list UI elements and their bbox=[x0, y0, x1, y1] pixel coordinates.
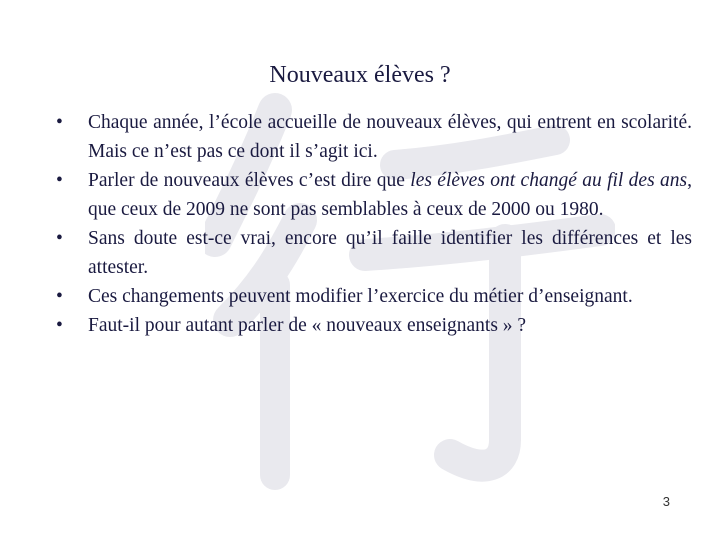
bullet-marker: • bbox=[56, 112, 63, 133]
page-number: 3 bbox=[662, 494, 670, 509]
bullet-text: Parler de nouveaux élèves c’est dire que bbox=[88, 170, 411, 191]
bullet-marker: • bbox=[56, 228, 63, 249]
bullet-text: Chaque année, l’école accueille de nouveaux élèves, qui entrent en scolarité. Mais ce n’est pas ce dont il s’agit ici. bbox=[88, 112, 692, 162]
bullet-text: Ces changements peuvent modifier l’exercice du métier d’enseignant. bbox=[88, 286, 633, 307]
bullet-item bbox=[52, 108, 692, 166]
bullet-item bbox=[52, 311, 692, 340]
bullet-text-emphasis: les élèves ont changé au fil des ans bbox=[410, 170, 688, 191]
bullet-text: Faut-il pour autant parler de « nouveaux enseignants » ? bbox=[88, 315, 527, 336]
bullet-text: Sans doute est-ce vrai, encore qu’il faille identifier les différences et les attester. bbox=[88, 228, 692, 278]
bullet-list bbox=[52, 108, 692, 340]
bullet-item bbox=[52, 224, 692, 282]
slide-title: Nouveaux élèves ? bbox=[269, 62, 451, 88]
bullet-marker: • bbox=[56, 315, 63, 336]
bullet-marker: • bbox=[56, 170, 63, 191]
bullet-marker: • bbox=[56, 286, 63, 307]
bullet-item bbox=[52, 166, 692, 224]
bullet-text: , que ceux de 2009 ne sont pas semblables à ceux de 2000 ou 1980. bbox=[88, 170, 692, 220]
bullet-item bbox=[52, 282, 692, 311]
